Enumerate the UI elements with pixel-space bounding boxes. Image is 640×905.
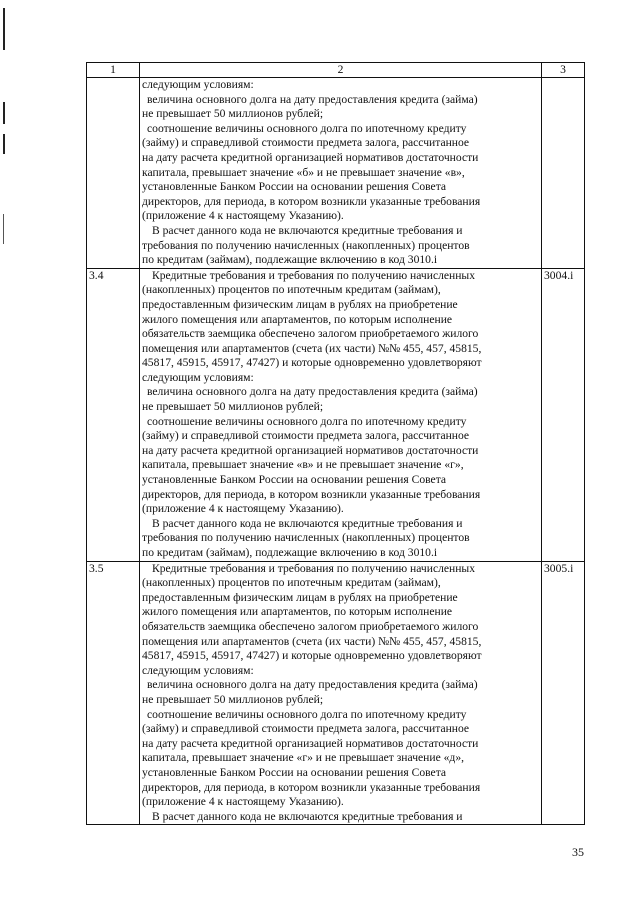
text-line: на дату расчета кредитной организацией нормативов достаточности xyxy=(142,150,479,164)
text-line: (займу) и справедливой стоимости предмета залога, рассчитанное xyxy=(142,136,470,150)
text-line: помещения или апартаментов (счета (их части) №№ 455, 457, 45815, xyxy=(142,341,482,355)
header-col-2: 2 xyxy=(140,63,542,78)
text-line: В расчет данного кода не включаются кредитные требования и xyxy=(152,516,463,530)
text-line: помещения или апартаментов (счета (их части) №№ 455, 457, 45815, xyxy=(142,634,482,648)
row-number-cell: 3.5 xyxy=(87,561,140,825)
text-line: следующим условиям: xyxy=(142,663,254,677)
text-line: соотношение величины основного долга по ипотечному кредиту xyxy=(147,707,467,721)
text-line: установленные Банком России на основании решения Совета xyxy=(142,180,447,194)
row-number-cell xyxy=(87,78,140,269)
text-line: 45817, 45915, 45917, 47427) и которые одновременно удовлетворяют xyxy=(142,649,482,663)
text-line: директоров, для периода, в котором возникли указанные требования xyxy=(142,194,481,208)
text-line: директоров, для периода, в котором возникли указанные требования xyxy=(142,487,481,501)
margin-line xyxy=(3,102,5,124)
header-col-3: 3 xyxy=(542,63,585,78)
text-line: по кредитам (займам), подлежащие включению в код 3010.i xyxy=(142,253,438,267)
text-line: капитала, превышает значение «б» и не превышает значение «в», xyxy=(142,165,465,179)
header-col-1: 1 xyxy=(87,63,140,78)
text-line: (накопленных) процентов по ипотечным кредитам (займам), xyxy=(142,283,441,297)
text-line: величина основного долга на дату предоставления кредита (займа) xyxy=(147,678,478,692)
code-cell: 3004.i xyxy=(542,268,585,561)
text-line: установленные Банком России на основании решения Совета xyxy=(142,473,447,487)
text-line: следующим условиям: xyxy=(142,78,254,91)
codes-table xyxy=(86,62,585,825)
text-line: В расчет данного кода не включаются кредитные требования и xyxy=(152,809,463,823)
description-cell xyxy=(140,561,542,825)
text-line: (приложение 4 к настоящему Указанию). xyxy=(142,502,344,516)
table-row-3-4 xyxy=(87,268,585,561)
text-line: не превышает 50 миллионов рублей; xyxy=(142,692,324,706)
row-number-cell: 3.4 xyxy=(87,268,140,561)
text-line: на дату расчета кредитной организацией нормативов достаточности xyxy=(142,736,479,750)
text-line: директоров, для периода, в котором возникли указанные требования xyxy=(142,780,481,794)
text-line: предоставленным физическим лицам в рублях на приобретение xyxy=(142,297,458,311)
text-line: Кредитные требования и требования по получению начисленных xyxy=(152,268,476,282)
text-line: капитала, превышает значение «в» и не превышает значение «г», xyxy=(142,458,464,472)
text-line: установленные Банком России на основании решения Совета xyxy=(142,765,447,779)
text-line: (займу) и справедливой стоимости предмета залога, рассчитанное xyxy=(142,429,470,443)
table-header-row xyxy=(87,63,585,78)
text-line: величина основного долга на дату предоставления кредита (займа) xyxy=(147,385,478,399)
margin-line xyxy=(3,134,5,154)
text-line: жилого помещения или апартаментов, по которым исполнение xyxy=(142,605,453,619)
code-cell xyxy=(542,78,585,269)
description-cell xyxy=(140,268,542,561)
code-cell: 3005.i xyxy=(542,561,585,825)
text-line: соотношение величины основного долга по ипотечному кредиту xyxy=(147,414,467,428)
margin-line xyxy=(3,214,4,244)
text-line: не превышает 50 миллионов рублей; xyxy=(142,400,324,414)
text-line: следующим условиям: xyxy=(142,370,254,384)
text-line: жилого помещения или апартаментов, по которым исполнение xyxy=(142,312,453,326)
text-line: (приложение 4 к настоящему Указанию). xyxy=(142,795,344,809)
text-line: не превышает 50 миллионов рублей; xyxy=(142,107,324,121)
text-line: соотношение величины основного долга по ипотечному кредиту xyxy=(147,121,467,135)
text-line: (займу) и справедливой стоимости предмета залога, рассчитанное xyxy=(142,722,470,736)
table-row-continuation xyxy=(87,78,585,269)
text-line: Кредитные требования и требования по получению начисленных xyxy=(152,561,476,575)
margin-line xyxy=(3,8,5,50)
text-line: (приложение 4 к настоящему Указанию). xyxy=(142,209,344,223)
text-line: требования по получению начисленных (накопленных) процентов xyxy=(142,238,470,252)
description-cell xyxy=(140,78,542,269)
text-line: требования по получению начисленных (накопленных) процентов xyxy=(142,531,470,545)
text-line: В расчет данного кода не включаются кредитные требования и xyxy=(152,223,463,237)
page-number: 35 xyxy=(572,845,584,859)
text-line: предоставленным физическим лицам в рублях на приобретение xyxy=(142,590,458,604)
text-line: капитала, превышает значение «г» и не превышает значение «д», xyxy=(142,751,465,765)
text-line: обязательств заемщика обеспечено залогом приобретаемого жилого xyxy=(142,619,479,633)
text-line: на дату расчета кредитной организацией нормативов достаточности xyxy=(142,443,479,457)
text-line: обязательств заемщика обеспечено залогом приобретаемого жилого xyxy=(142,327,479,341)
table-row-3-5 xyxy=(87,561,585,825)
text-line: (накопленных) процентов по ипотечным кредитам (займам), xyxy=(142,576,441,590)
text-line: величина основного долга на дату предоставления кредита (займа) xyxy=(147,92,478,106)
text-line: по кредитам (займам), подлежащие включению в код 3010.i xyxy=(142,546,438,559)
text-line: 45817, 45915, 45917, 47427) и которые одновременно удовлетворяют xyxy=(142,356,482,370)
